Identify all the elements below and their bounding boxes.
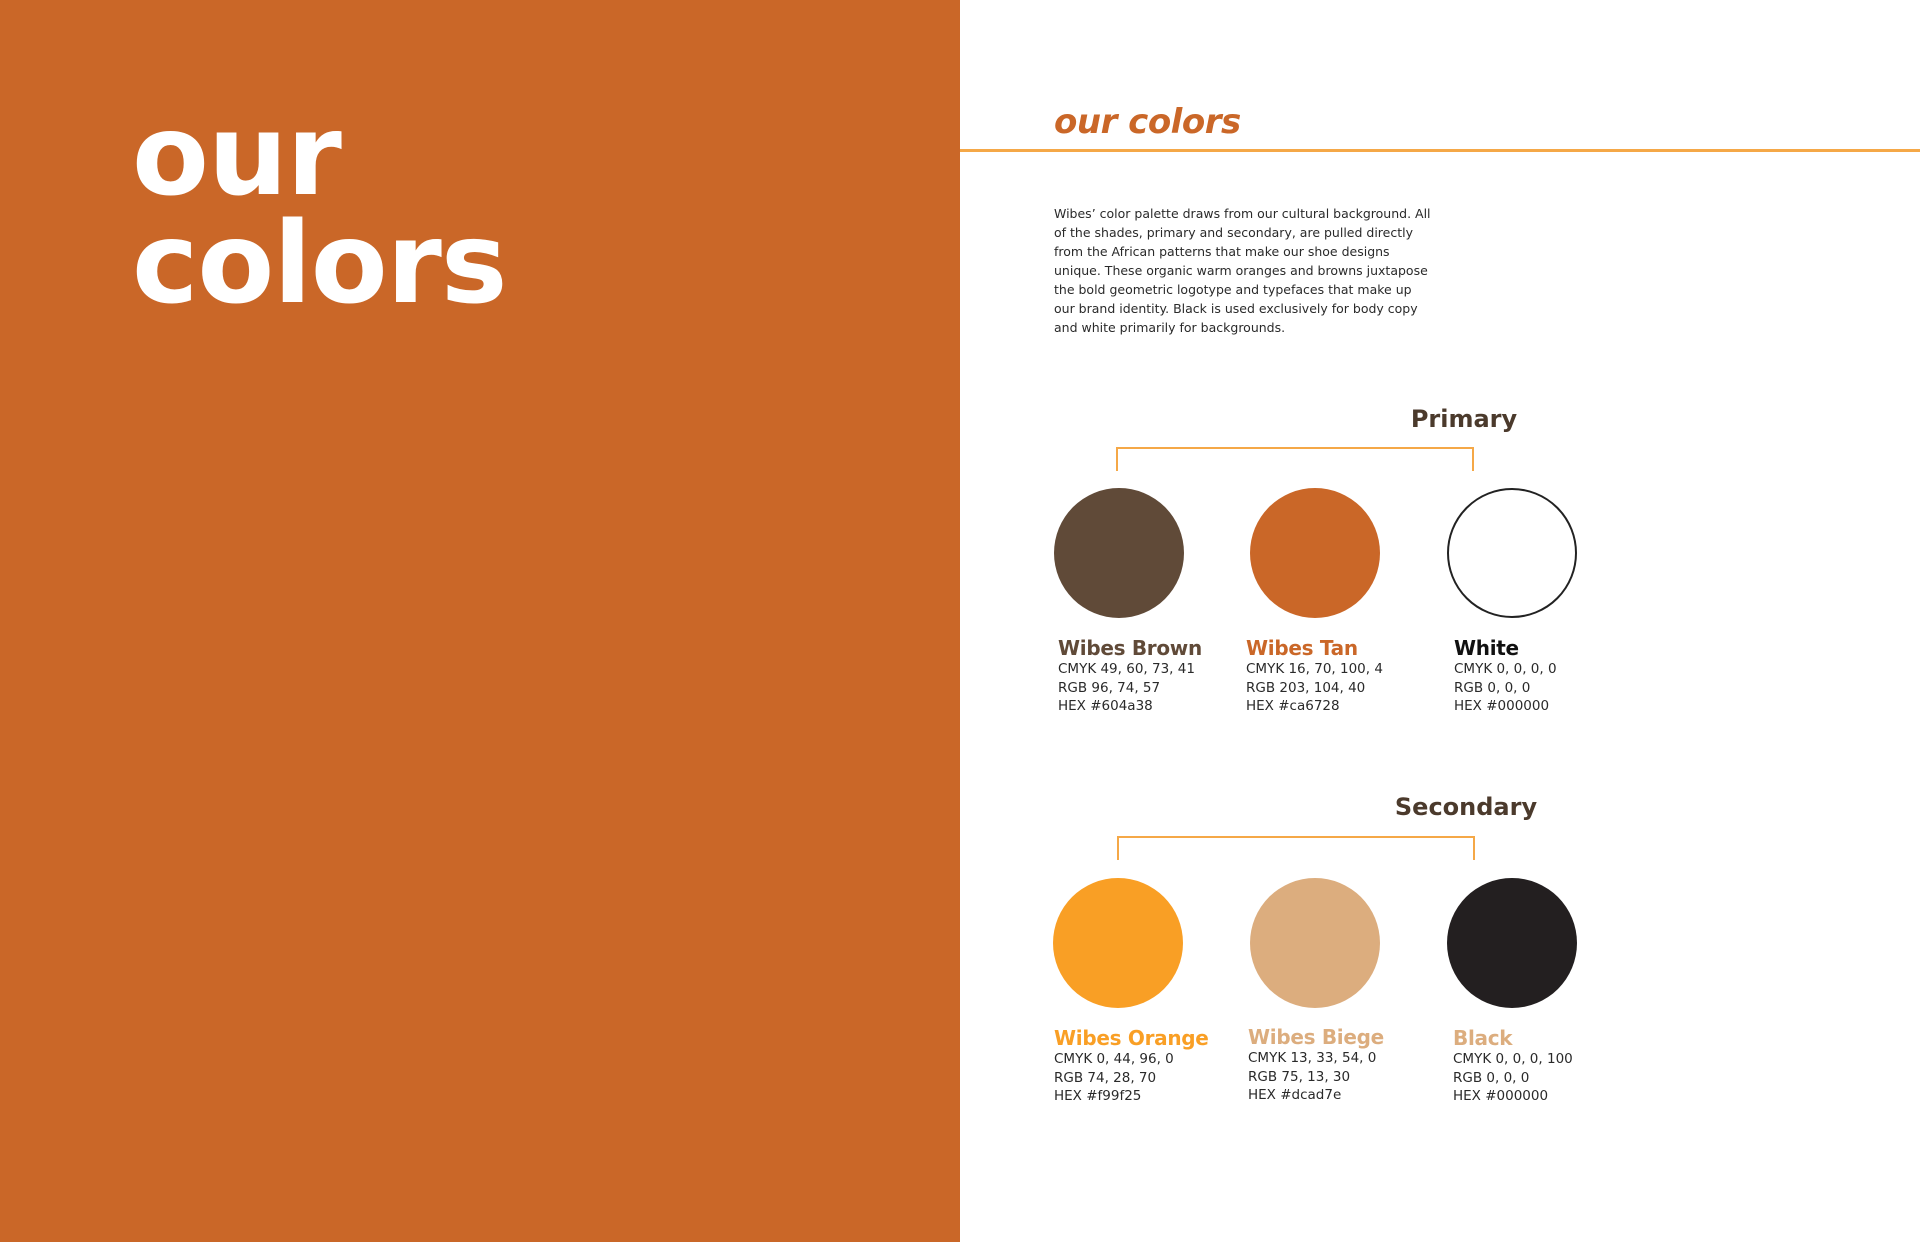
color-name: White: [1454, 636, 1519, 660]
page-title: [132, 91, 507, 329]
color-cmyk: CMYK 0, 0, 0, 100: [1453, 1051, 1573, 1067]
secondary-bracket: [1117, 836, 1475, 860]
swatch-info-black: [1453, 1026, 1653, 1106]
primary-bracket: [1116, 447, 1474, 471]
swatch-info-wibes-tan: [1246, 636, 1446, 716]
swatch-info-wibes-brown: [1058, 636, 1258, 716]
page-title-line-2: colors: [132, 199, 507, 329]
color-cmyk: CMYK 49, 60, 73, 41: [1058, 661, 1195, 677]
color-rgb: RGB 96, 74, 57: [1058, 679, 1161, 696]
color-name: Wibes Biege: [1248, 1025, 1384, 1049]
swatch-info-white: [1454, 636, 1654, 716]
color-hex: HEX #ca6728: [1246, 698, 1340, 714]
page-title-line-1: our: [132, 91, 341, 221]
swatch-info-wibes-biege: [1248, 1025, 1448, 1105]
color-cmyk: CMYK 16, 70, 100, 4: [1246, 661, 1383, 677]
color-hex: HEX #604a38: [1058, 698, 1153, 714]
color-name: Wibes Tan: [1246, 636, 1358, 660]
right-content-panel: [960, 0, 1920, 1242]
swatch-black: [1447, 878, 1577, 1008]
color-rgb: RGB 75, 13, 30: [1248, 1068, 1351, 1085]
color-hex: HEX #f99f25: [1054, 1088, 1142, 1104]
swatch-wibes-tan: [1250, 488, 1380, 618]
swatch-white: [1447, 488, 1577, 618]
swatch-wibes-orange: [1053, 878, 1183, 1008]
color-cmyk: CMYK 0, 44, 96, 0: [1054, 1051, 1174, 1067]
swatch-info-wibes-orange: [1054, 1026, 1254, 1106]
intro-paragraph: Wibes’ color palette draws from our cultural background. All of the shades, primary and secondary, are pulled directly from the African patterns that make our shoe designs unique. These organic warm oranges and browns juxtapose the bold geometric logotype and typefaces that make up our brand identity. Black is used exclusively for body copy and white primarily for backgrounds.: [1054, 206, 1431, 335]
color-rgb: RGB 203, 104, 40: [1246, 679, 1366, 696]
section-header: our colors: [1054, 102, 1241, 142]
secondary-group-title: Secondary: [1394, 793, 1538, 821]
primary-group-title: Primary: [1410, 405, 1518, 433]
color-rgb: RGB 0, 0, 0: [1453, 1069, 1530, 1086]
color-hex: HEX #000000: [1453, 1088, 1549, 1104]
color-cmyk: CMYK 0, 0, 0, 0: [1454, 661, 1557, 677]
color-rgb: RGB 0, 0, 0: [1454, 679, 1531, 696]
color-hex: HEX #dcad7e: [1248, 1087, 1342, 1103]
swatch-wibes-biege: [1250, 878, 1380, 1008]
color-name: Wibes Brown: [1058, 636, 1202, 660]
color-name: Wibes Orange: [1054, 1026, 1209, 1050]
swatch-wibes-brown: [1054, 488, 1184, 618]
color-name: Black: [1453, 1026, 1513, 1050]
color-cmyk: CMYK 13, 33, 54, 0: [1248, 1050, 1377, 1066]
color-rgb: RGB 74, 28, 70: [1054, 1069, 1157, 1086]
color-hex: HEX #000000: [1454, 698, 1550, 714]
header-rule: [960, 149, 1920, 152]
